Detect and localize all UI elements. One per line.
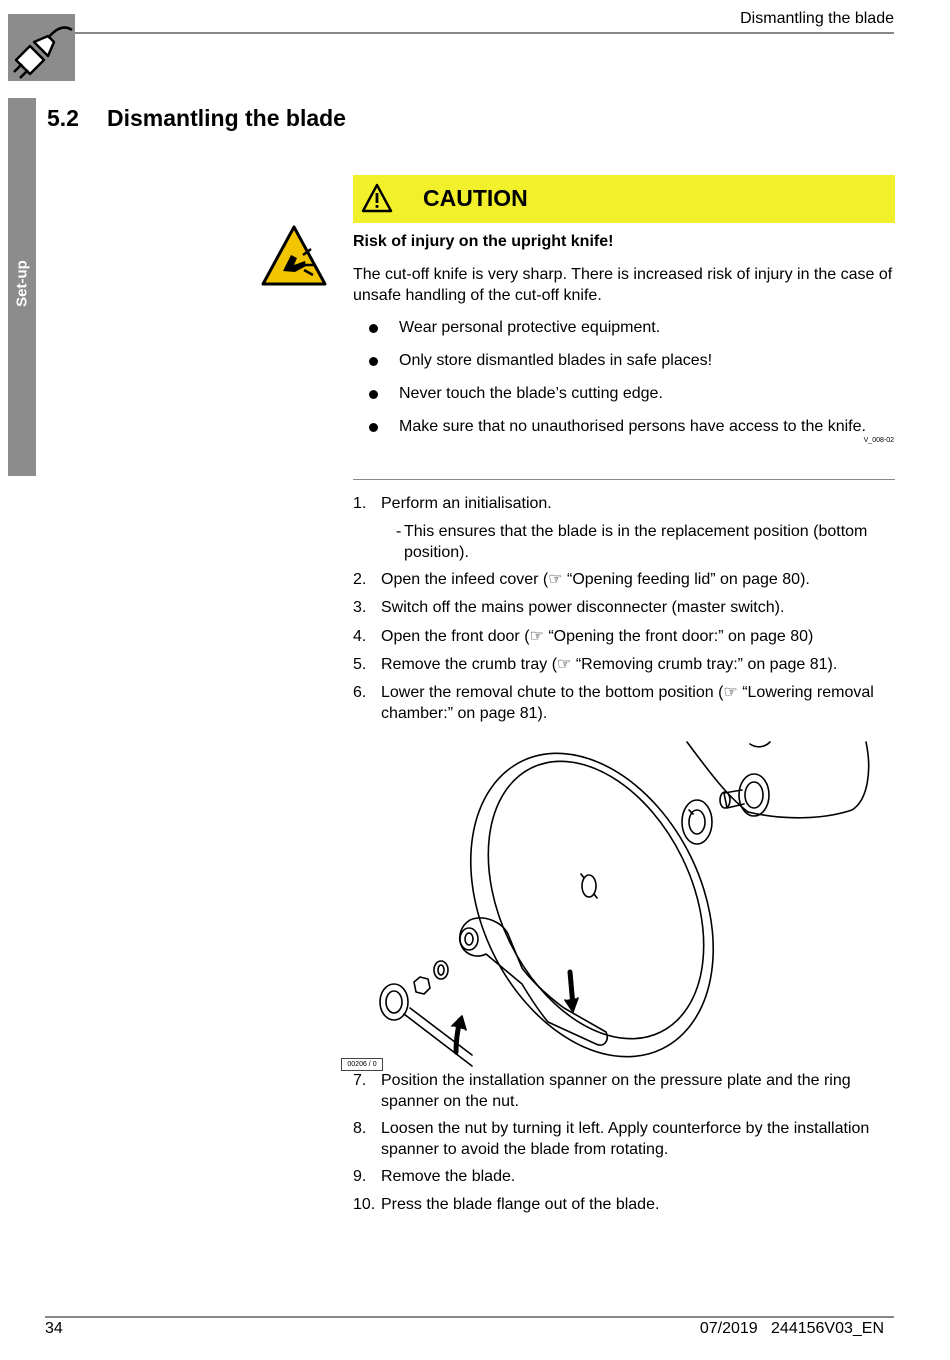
side-tab-label: Set-up — [13, 260, 31, 307]
step-text: Open the front door (☞ “Opening the front door:” on page 80) — [381, 628, 814, 645]
warning-triangle-icon — [361, 182, 393, 214]
step-number: 7. — [353, 1072, 367, 1089]
step-text: Switch off the mains power disconnecter (master switch). — [381, 599, 785, 616]
step-text: Remove the crumb tray (☞ “Removing crumb tray:” on page 81). — [381, 656, 838, 673]
caution-separator — [353, 479, 895, 480]
step-text: Open the infeed cover (☞ “Opening feeding lid” on page 80). — [381, 571, 810, 588]
step-number: 8. — [353, 1120, 367, 1137]
step-text: Position the installation spanner on the pressure plate and the ring spanner on the nut. — [381, 1072, 851, 1110]
step-number: 3. — [353, 599, 367, 616]
step-number: 1. — [353, 495, 367, 512]
header-rule — [75, 32, 894, 34]
caution-word: CAUTION — [423, 185, 528, 211]
bullet-dot — [369, 423, 378, 432]
bullet-dot — [369, 390, 378, 399]
step-number: 10. — [353, 1196, 376, 1213]
caution-text: The cut-off knife is very sharp. There is increased risk of injury in the case of unsafe handling of the cut-off knife. — [353, 266, 893, 304]
running-header: Dismantling the blade — [740, 10, 894, 27]
step-text: Loosen the nut by turning it left. Apply counterforce by the installation spanner to avoid the blade from rotating. — [381, 1120, 870, 1158]
bullet-item: Never touch the blade’s cutting edge. — [353, 384, 895, 417]
step-number: 5. — [353, 656, 367, 673]
risk-title: Risk of injury on the upright knife! — [353, 233, 614, 250]
footer-rule — [45, 1316, 894, 1318]
bullet-item: Make sure that no unauthorised persons have access to the knife. — [353, 417, 895, 450]
caution-banner — [353, 175, 895, 223]
section-number: 5.2 — [47, 105, 79, 131]
step-number: 4. — [353, 628, 367, 645]
document-id: 07/2019 244156V03_EN — [699, 1320, 884, 1337]
figure-tag: 00206 / 0 — [341, 1058, 383, 1071]
bullet-item: Wear personal protective equipment. — [353, 318, 895, 351]
step-text: Remove the blade. — [381, 1168, 516, 1185]
step-text: Perform an initialisation. — [381, 495, 552, 512]
step-number: 2. — [353, 571, 367, 588]
caution-bullet-list — [353, 318, 895, 450]
step-number: 6. — [353, 684, 367, 701]
hand-cut-hazard-icon — [261, 225, 327, 287]
plug-icon — [8, 14, 75, 81]
bullet-dot — [369, 324, 378, 333]
caution-code: V_008-02 — [863, 437, 894, 444]
page-number: 34 — [45, 1320, 63, 1337]
bullet-item: Only store dismantled blades in safe places! — [353, 351, 895, 384]
section-title: Dismantling the blade — [107, 105, 346, 131]
blade-dismantling-figure — [352, 740, 895, 1070]
step-text: Lower the removal chute to the bottom position (☞ “Lowering removal chamber:” on page 81). — [381, 684, 874, 722]
sub-dash: - — [396, 523, 402, 540]
sub-text: This ensures that the blade is in the replacement position (bottom position). — [404, 523, 868, 561]
step-text: Press the blade flange out of the blade. — [381, 1196, 660, 1213]
step-number: 9. — [353, 1168, 367, 1185]
bullet-dot — [369, 357, 378, 366]
